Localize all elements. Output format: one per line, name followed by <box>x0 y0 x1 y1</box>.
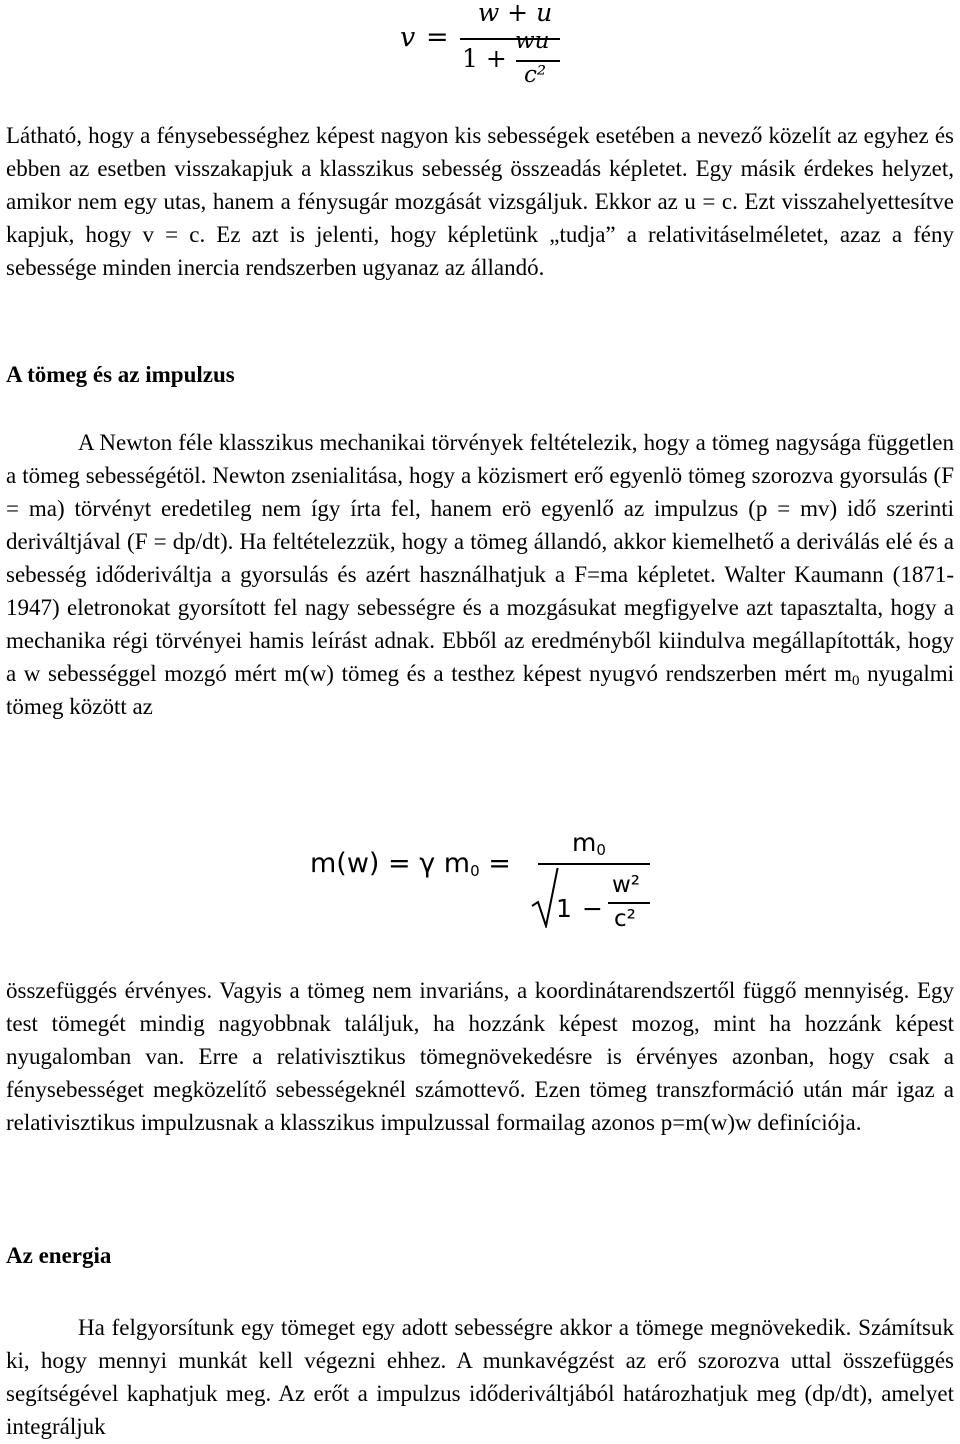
formula-numerator: w + u <box>477 0 553 27</box>
heading-mass-impulse: A tömeg és az impulzus <box>6 362 235 387</box>
heading-energy: Az energia <box>6 1243 112 1268</box>
formula-equals: = <box>426 22 449 53</box>
mass-lhs-subscript: 0 <box>470 862 480 880</box>
formula-lhs: v <box>400 22 416 53</box>
sqrt-inner-numerator: w² <box>612 872 641 898</box>
mass-numerator <box>572 828 606 857</box>
paragraph-newton <box>6 426 954 723</box>
mass-numerator-subscript: 0 <box>596 841 606 859</box>
mass-formula-lhs <box>310 848 511 879</box>
mass-lhs-equals: = <box>479 848 511 879</box>
formula-inner-numerator: wu <box>515 28 550 54</box>
paragraph-mass-relation: összefüggés érvényes. Vagyis a tömeg nem invariáns, a koordinátarendszertől függő mennyiség. Egy test tömegét mindig nagyobbnak találjuk, ha hozzánk képest mozog, mint ha hozzánk képest nyugalomban van. Erre a relativisztikus tömegnövekedésre is érvényes azonban, hogy csak a fénysebességet megközelítő sebességeknél számottevő. Ezen tömeg transzformáció után már igaz a relativisztikus impulzusnak a klasszikus impulzussal formailag azonos p=m(w)w definíciója. <box>6 978 954 1135</box>
relativistic-mass-formula <box>310 828 660 948</box>
mass-lhs-text: m(w) = γ m <box>310 848 471 879</box>
sqrt-one: 1 <box>556 894 572 923</box>
mass-fraction-bar <box>538 863 650 865</box>
paragraph-newton-text: A Newton féle klasszikus mechanikai törvények feltételezik, hogy a tömeg nagysága független a tömeg sebességétöl. Newton zsenialitása, hogy a közismert erő egyenlö tömeg szorozva gyorsulás (F = ma) törvényt eredetileg nem így írta fel, hanem erö egyenlő az impulzus (p = mv) idő szerinti deriváltjával (F = dp/dt). Ha feltételezzük, hogy a tömeg állandó, akkor kiemelhető a deriválás elé és a sebesség időderiváltja a gyorsulás és azért használhatjuk a F=ma képletet. Walter Kaumann (1871-1947) eletronokat gyorsított fel nagy sebességre és a mozgásukat megfigyelve azt tapasztalta, hogy a mechanika régi törvényei hamis leírást adnak. Ebből az eredményből kiindulva megállapították, hogy a w sebességgel mozgó mért m(w) tömeg és a testhez képest nyugvó rendszerben mért m <box>6 430 954 686</box>
mass-numerator-m: m <box>572 828 597 857</box>
paragraph-energy: Ha felgyorsítunk egy tömeget egy adott sebességre akkor a tömege megnövekedik. Számítsuk ki, hogy mennyi munkát kell végezni ehhez. A munkavégzést az erő szorozva uttal összefüggés segítségével kaphatjuk meg. Az erőt a impulzus időderiváltjából határozhatjuk meg (dp/dt), amelyet integráljuk <box>6 1315 954 1439</box>
formula-inner-denominator: c² <box>524 62 547 88</box>
paragraph-light-speed: Látható, hogy a fénysebességhez képest nagyon kis sebességek esetében a nevező közelít az egyhez és ebben az esetben visszakapjuk a klasszikus sebesség összeadás képletet. Egy másik érdekes helyzet, amikor nem egy utas, hanem a fénysugár mozgását vizsgáljuk. Ekkor az u = c. Ezt visszahelyettesítve kapjuk, hogy v = c. Ez azt is jelenti, hogy képletünk „tudja” a relativitáselméletet, azaz a fény sebessége minden inercia rendszerben ugyanaz az állandó. <box>6 123 954 280</box>
sqrt-inner-bar <box>608 902 650 904</box>
sqrt-inner-denominator: c² <box>614 906 636 932</box>
formula-denominator-one: 1 + <box>462 44 507 73</box>
subscript-zero: 0 <box>852 673 860 689</box>
paragraph-newton-end: nyugalmi tömeg között az <box>6 661 954 719</box>
velocity-addition-formula <box>400 0 570 100</box>
sqrt-minus: − <box>582 894 603 923</box>
